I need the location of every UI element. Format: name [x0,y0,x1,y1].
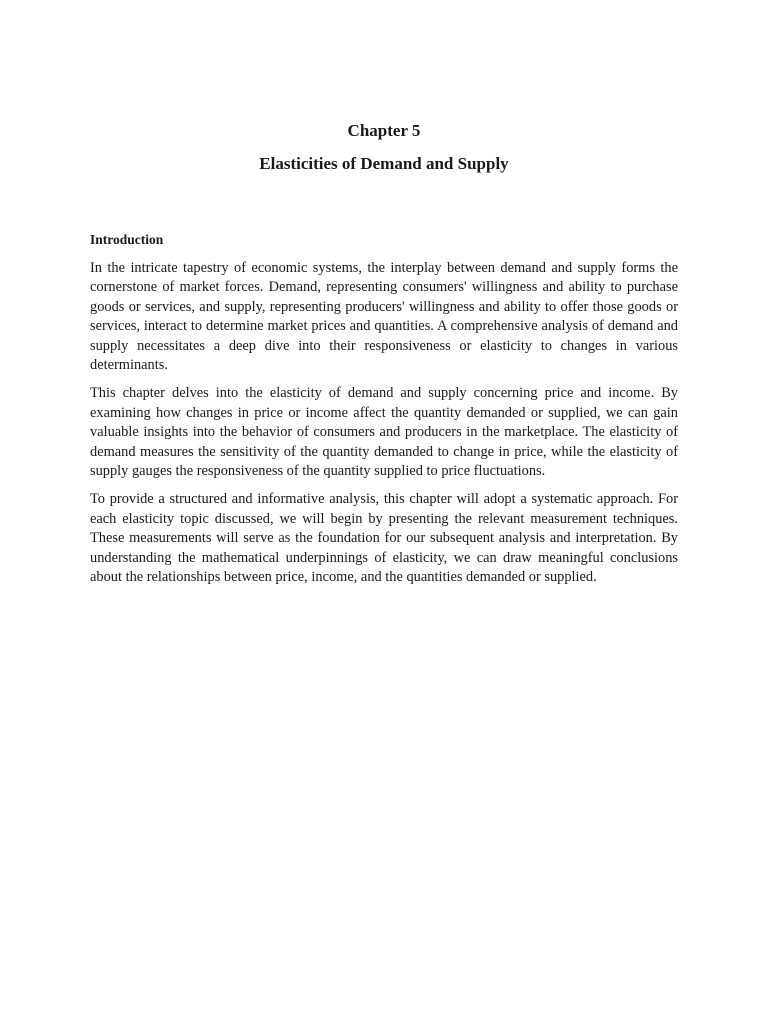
paragraph: This chapter delves into the elasticity of demand and supply concerning price and income. By examining how changes in price or income affect the quantity demanded or supplied, we can gain valuable insights into the behavior of consumers and producers in the marketplace. The elasticity of demand measures the sensitivity of the quantity demanded to change in price, while the elasticity of supply gauges the responsiveness of the quantity supplied to price fluctuations. [90,385,678,480]
chapter-title: Elasticities of Demand and Supply [259,154,509,173]
chapter-body [90,231,678,597]
section-heading-introduction: Introduction [90,232,164,247]
paragraph: In the intricate tapestry of economic systems, the interplay between demand and supply forms the cornerstone of market forces. Demand, representing consumers' willingness and ability to purchase goods or services, and supply, representing producers' willingness and ability to offer those goods or services, interact to determine market prices and quantities. A comprehensive analysis of demand and supply necessitates a deep dive into their responsiveness or elasticity to changes in various determinants. [90,260,678,374]
paragraph: To provide a structured and informative analysis, this chapter will adopt a systematic approach. For each elasticity topic discussed, we will begin by presenting the relevant measurement techniques. These measurements will serve as the foundation for our subsequent analysis and interpretation. By understanding the mathematical underpinnings of elasticity, we can draw meaningful conclusions about the relationships between price, income, and the quantities demanded or supplied. [90,491,678,586]
chapter-number: Chapter 5 [347,121,421,140]
